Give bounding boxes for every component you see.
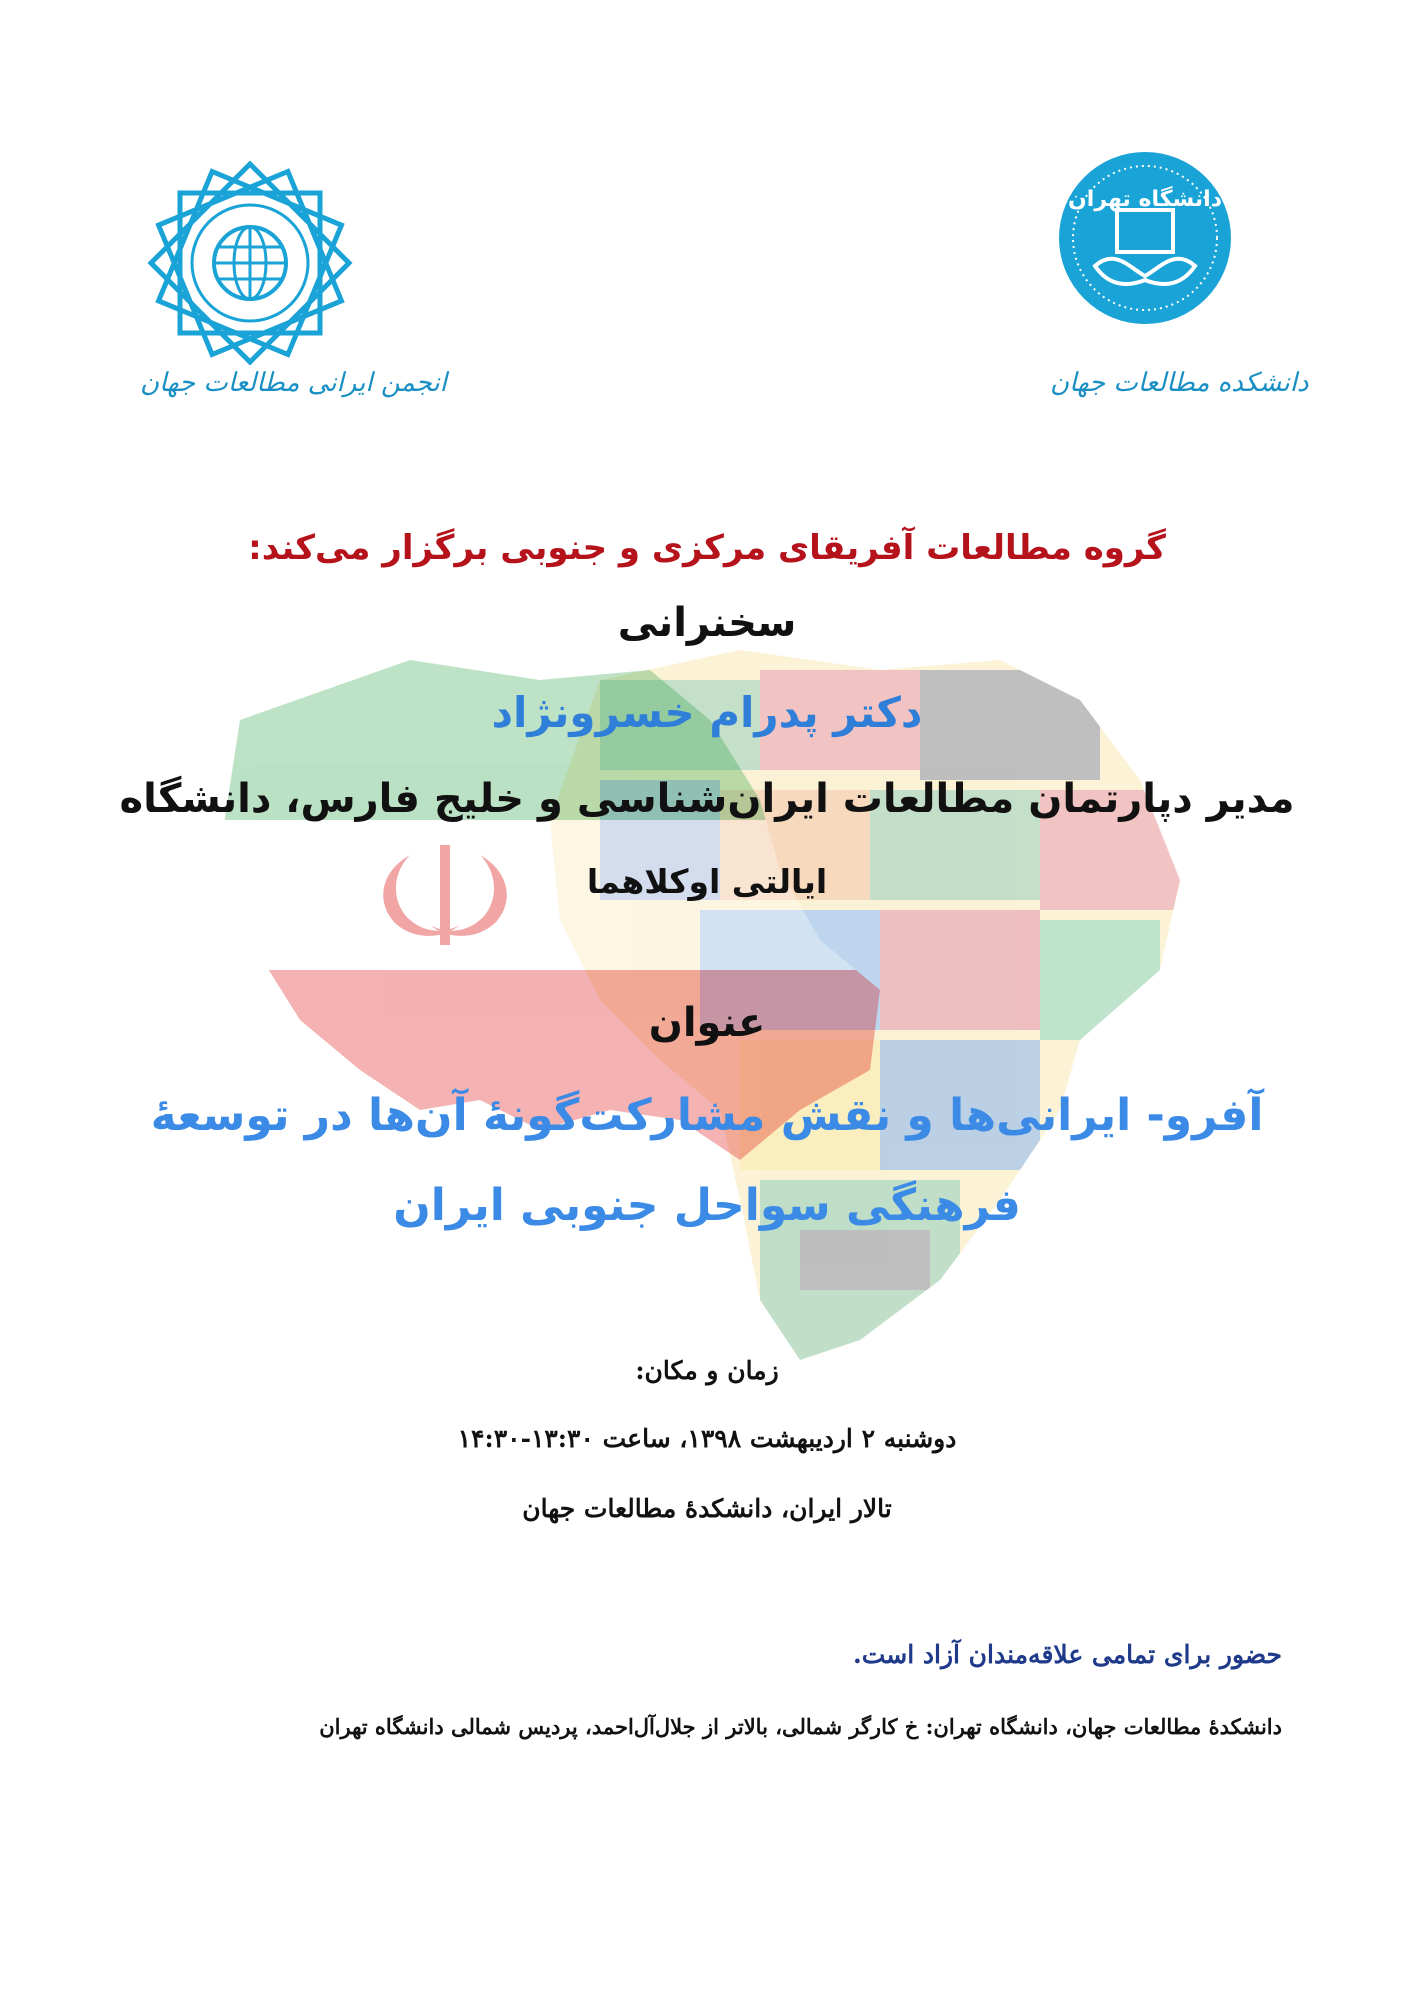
event-datetime: دوشنبه ۲ اردیبهشت ۱۳۹۸، ساعت ۱۳:۳۰-۱۴:۳۰ [457,1424,957,1453]
university-seal-text: دانشگاه تهران [1068,187,1222,212]
university-seal-logo [1055,148,1235,328]
event-type: سخنرانی [617,600,797,646]
association-logo-caption: انجمن ایرانی مطالعات جهان [140,368,447,398]
talk-title-label: عنوان [648,1000,766,1046]
speaker-position-line1: مدیر دپارتمان مطالعات ایران‌شناسی و خلیج فارس، دانشگاه [119,776,1295,822]
time-place-label: زمان و مکان: [635,1356,779,1385]
organizer-line: گروه مطالعات آفریقای مرکزی و جنوبی برگزار می‌کند: [248,528,1166,568]
speaker-name: دکتر پدرام خسرونژاد [491,688,923,737]
attendance-note: حضور برای تمامی علاقه‌مندان آزاد است. [853,1640,1282,1669]
event-venue: تالار ایران، دانشکدهٔ مطالعات جهان [522,1494,892,1523]
talk-title-line2: فرهنگی سواحل جنوبی ایران [393,1180,1021,1231]
talk-title-line1: آفرو- ایرانی‌ها و نقش مشارکت‌گونهٔ آن‌ها در توسعهٔ [150,1090,1264,1141]
faculty-address: دانشکدهٔ مطالعات جهان، دانشگاه تهران: خ کارگر شمالی، بالاتر از جلال‌آل‌احمد، پردیس شمالی دانشگاه تهران [319,1714,1282,1739]
speaker-position-line2: ایالتی اوکلاهما [586,862,828,901]
association-logo [140,148,360,378]
faculty-logo-caption: دانشکده مطالعات جهان [1050,368,1309,398]
